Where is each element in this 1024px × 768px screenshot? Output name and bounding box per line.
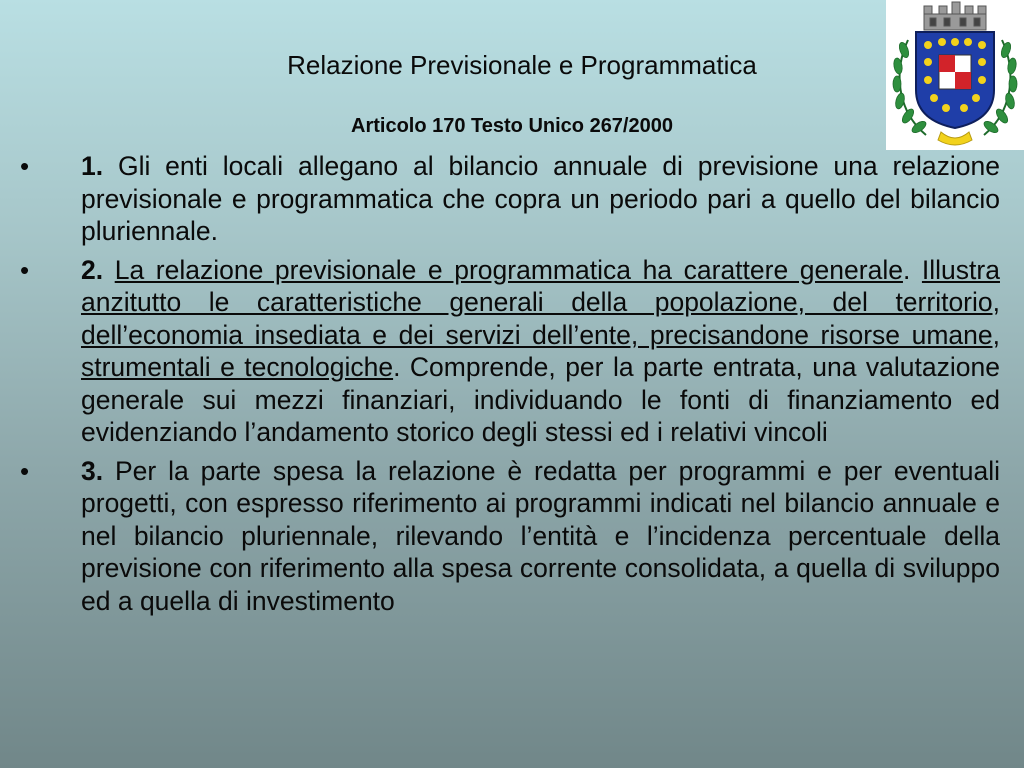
slide-subtitle: Articolo 170 Testo Unico 267/2000: [351, 115, 673, 137]
item-number: 2.: [81, 254, 104, 285]
crown: [924, 2, 986, 30]
item-text: [81, 150, 1000, 248]
separator-text: .: [902, 254, 922, 285]
underlined-text: La relazione previsionale e programmatica ha carattere generale: [114, 254, 903, 285]
bullet-icon: •: [20, 455, 30, 486]
item-body: . Comprende, per la parte entrata, una valutazione generale sui mezzi finanziari, individuando le fonti di finanziamento ed evidenziando l’andamento storico degli stessi ed i relativi vincoli: [81, 352, 1000, 447]
list-item: [20, 254, 1000, 449]
item-text: [81, 254, 1000, 449]
slide-title: Relazione Previsionale e Programmatica: [287, 50, 757, 80]
underlined-text: Illustra anzitutto le caratteristiche generali della popolazione, del territorio, dell’economia insediata e dei servizi dell’ente, precisandone risorse umane, strumentali e tecnologiche: [81, 254, 1000, 382]
item-text: [81, 455, 1000, 618]
list-item: [20, 455, 1000, 618]
bullet-icon: •: [20, 151, 30, 181]
item-body: Gli enti locali allegano al bilancio annuale di previsione una relazione previsionale e programmatica che copra un periodo pari a quello del bilancio pluriennale.: [81, 151, 1000, 246]
list-item: [20, 150, 1000, 248]
bullet-icon: •: [20, 254, 30, 285]
item-number: 1.: [81, 151, 104, 181]
item-number: 3.: [81, 455, 104, 486]
item-body: Per la parte spesa la relazione è redatta per programmi e per eventuali progetti, con espresso riferimento ai programmi indicati nel bilancio annuale e nel bilancio pluriennale, rilevando l’entità e l’incidenza percentuale della previsione con riferimento alla spesa corrente consolidata, a quella di sviluppo ed a quella di investimento: [81, 455, 1000, 616]
bullet-list: [20, 150, 1000, 623]
